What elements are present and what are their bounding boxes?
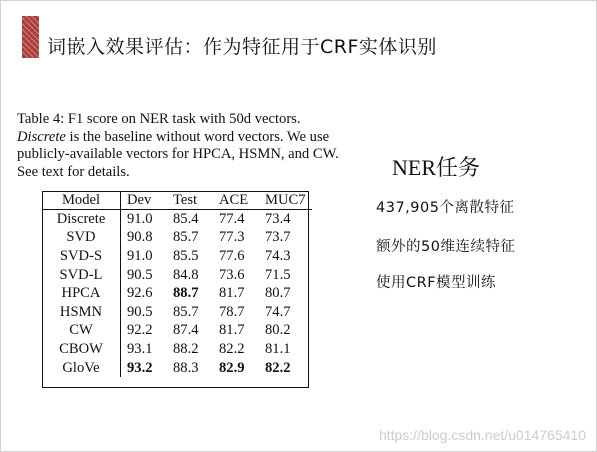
side-point-continuous-features: 额外的50维连续特征	[376, 239, 516, 255]
cell-dev: 90.5	[127, 266, 153, 283]
slide-title: 词嵌入效果评估：作为特征用于CRF实体识别	[47, 36, 437, 58]
cell-ace: 77.4	[219, 210, 245, 227]
cell-test-best: 88.7	[173, 285, 199, 302]
table-row	[42, 210, 312, 229]
cell-test: 85.5	[173, 247, 199, 264]
cell-ace: 77.3	[219, 229, 245, 246]
cell-test: 87.4	[173, 322, 199, 339]
table-row	[42, 322, 312, 341]
header-muc7: MUC7	[259, 191, 312, 210]
table-caption	[17, 111, 347, 181]
cell-muc7: 80.2	[265, 322, 291, 339]
cell-ace: 81.7	[219, 285, 245, 302]
table-row	[42, 266, 312, 285]
side-point-crf-training: 使用CRF模型训练	[376, 275, 497, 291]
cell-model: SVD-S	[42, 247, 121, 266]
table-row	[42, 284, 312, 303]
cell-dev: 92.2	[127, 322, 153, 339]
cell-model: HPCA	[42, 284, 121, 303]
cell-model: HSMN	[42, 303, 121, 322]
cell-ace: 78.7	[219, 303, 245, 320]
cell-ace: 77.6	[219, 247, 245, 264]
cell-muc7: 73.4	[265, 210, 291, 227]
cell-test: 85.4	[173, 210, 199, 227]
results-table	[42, 191, 312, 377]
cell-model: CW	[42, 322, 121, 341]
cell-ace: 82.2	[219, 340, 245, 357]
table-row	[42, 247, 312, 266]
table-row	[42, 229, 312, 248]
watermark-url: https://blog.csdn.net/u014765410	[378, 427, 586, 443]
cell-muc7-best: 82.2	[265, 359, 291, 376]
cell-dev: 90.5	[127, 303, 153, 320]
cell-model: GloVe	[42, 359, 121, 378]
cell-muc7: 73.7	[265, 229, 291, 246]
cell-test: 84.8	[173, 266, 199, 283]
cell-dev: 90.8	[127, 229, 153, 246]
table-row	[42, 303, 312, 322]
cell-dev: 92.6	[127, 285, 153, 302]
cell-dev-best: 93.2	[127, 359, 153, 376]
cell-dev: 91.0	[127, 247, 153, 264]
table-row	[42, 359, 312, 378]
cell-model: SVD	[42, 229, 121, 248]
table-header-row	[42, 191, 312, 210]
ner-task-heading: NER任务	[392, 155, 481, 180]
cell-dev: 93.1	[127, 340, 153, 357]
table-row	[42, 340, 312, 359]
cell-model: Discrete	[42, 210, 121, 229]
caption-italic: Discrete	[17, 128, 66, 145]
cell-test: 85.7	[173, 229, 199, 246]
caption-prefix: Table 4: F1 score on NER task with 50d vectors.	[17, 111, 301, 127]
cell-muc7: 74.3	[265, 247, 291, 264]
side-point-discrete-features: 437,905个离散特征	[376, 200, 515, 216]
cell-muc7: 80.7	[265, 285, 291, 302]
title-accent-bar	[22, 16, 39, 58]
cell-test: 88.2	[173, 340, 199, 357]
cell-model: CBOW	[42, 340, 121, 359]
caption-suffix: is the baseline without word vectors. We use publicly-available vectors for HPCA, HSMN, and CW. See text for details.	[17, 128, 339, 180]
cell-muc7: 71.5	[265, 266, 291, 283]
cell-test: 88.3	[173, 359, 199, 376]
cell-ace: 73.6	[219, 266, 245, 283]
cell-muc7: 81.1	[265, 340, 291, 357]
header-test: Test	[167, 191, 213, 210]
cell-muc7: 74.7	[265, 303, 291, 320]
cell-test: 85.7	[173, 303, 199, 320]
cell-ace-best: 82.9	[219, 359, 245, 376]
header-model: Model	[42, 191, 121, 210]
cell-model: SVD-L	[42, 266, 121, 285]
cell-ace: 81.7	[219, 322, 245, 339]
header-ace: ACE	[213, 191, 259, 210]
header-dev: Dev	[121, 191, 168, 210]
cell-dev: 91.0	[127, 210, 153, 227]
